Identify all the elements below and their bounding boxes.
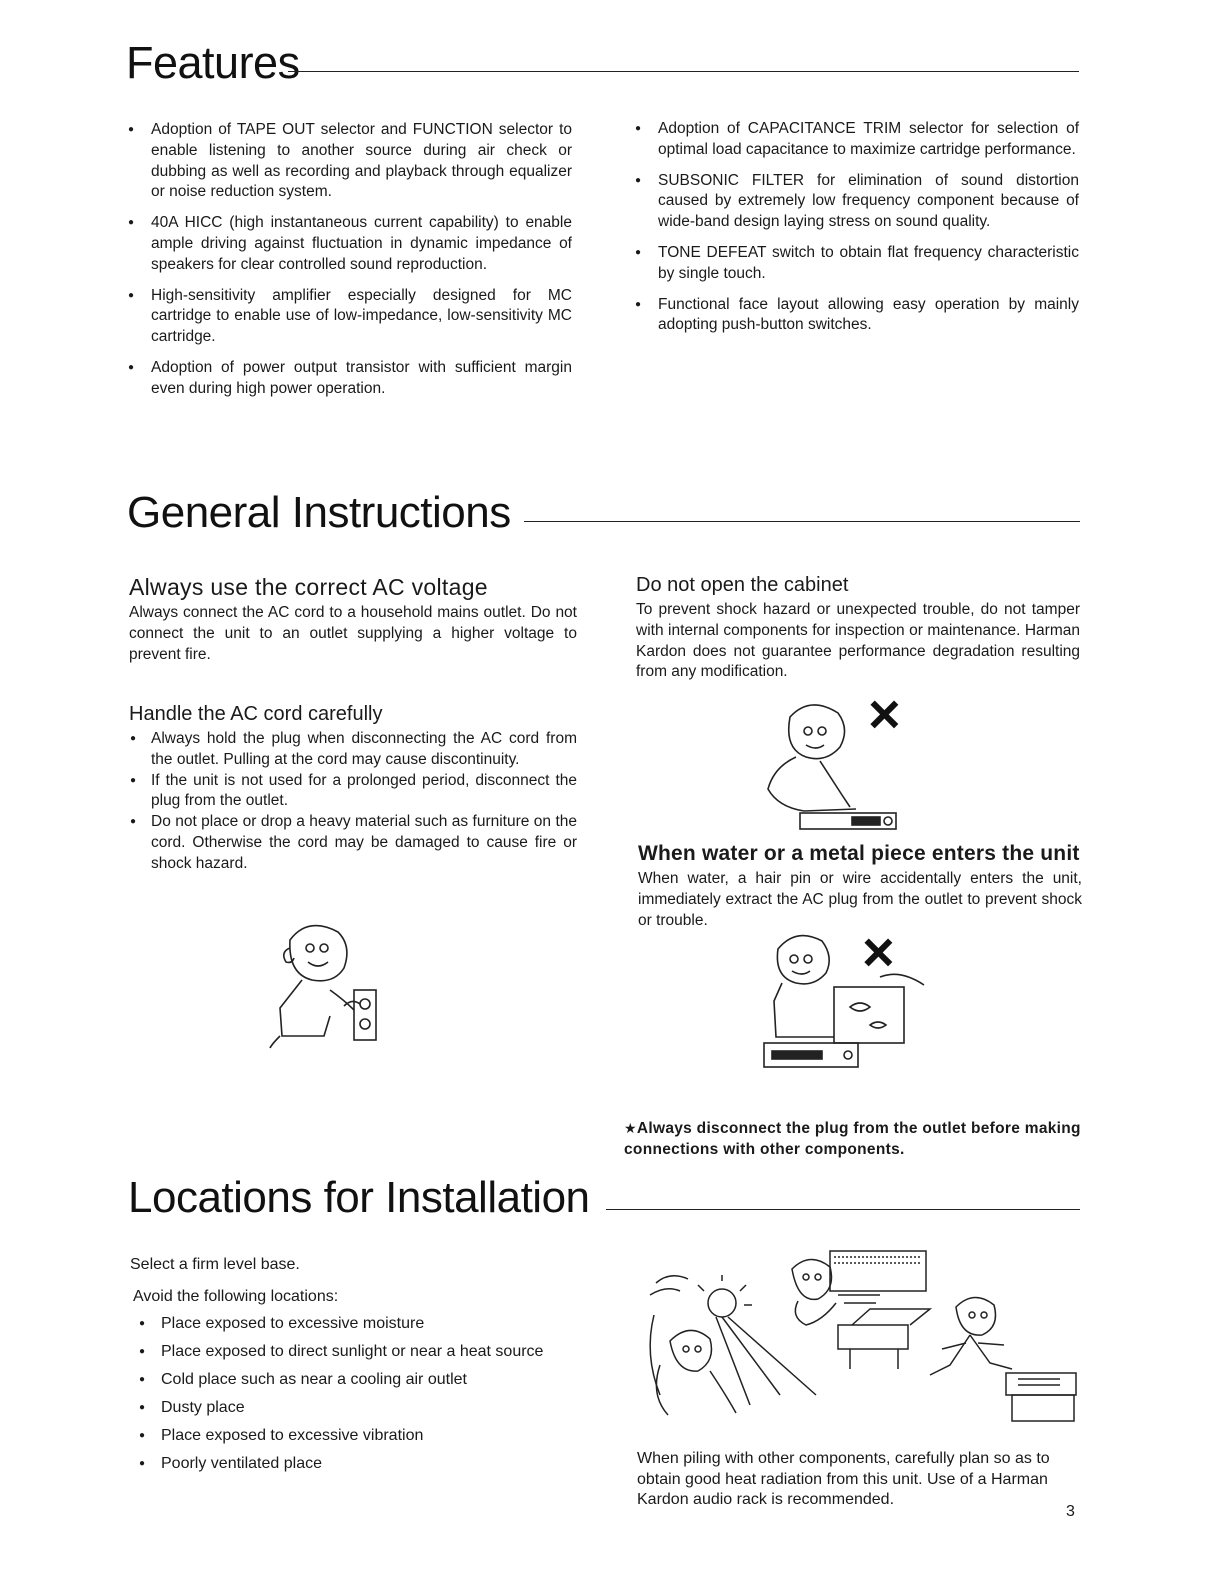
cabinet-text: To prevent shock hazard or unexpected trouble, do not tamper with internal components for inspection or maintenance. Harman Kardon does not guarantee performance degradation resulting from any modification. — [636, 601, 1080, 681]
features-right-list — [633, 119, 1079, 336]
feature-item: ● Functional face layout allowing easy operation by mainly adopting push-button switches. — [633, 295, 1079, 337]
piling-text: When piling with other components, carefully plan so as to obtain good heat radiation from this unit. Use of a Harman Kardon audio rack is recommended. — [637, 1450, 1050, 1508]
installation-illustration — [640, 1245, 1090, 1430]
cord-heading: Handle the AC cord carefully — [129, 703, 383, 725]
feature-item: ● High-sensitivity amplifier especially designed for MC cartridge to enable use of low-impedance, low-sensitivity MC cartridge. — [126, 286, 572, 348]
page-number: 3 — [1066, 1503, 1075, 1520]
feature-item: ● Adoption of power output transistor with sufficient margin even during high power operation. — [126, 358, 572, 400]
general-instructions-rule — [524, 521, 1080, 522]
features-left-list — [126, 120, 572, 400]
unplug-illustration — [268, 918, 393, 1053]
feature-item: ● Adoption of CAPACITANCE TRIM selector for selection of optimal load capacitance to maximize cartridge performance. — [633, 119, 1079, 161]
feature-item: ● 40A HICC (high instantaneous current capability) to enable ample driving against fluctuation in dynamic impedance of speakers for clear controlled sound reproduction. — [126, 213, 572, 275]
select-base-text: Select a firm level base. — [130, 1256, 300, 1273]
features-left-column — [126, 120, 572, 410]
locations-title-rule — [606, 1209, 1080, 1210]
avoid-item: ● Poorly ventilated place — [137, 1454, 600, 1474]
cord-item: ● If the unit is not used for a prolonged period, disconnect the plug from the outlet. — [129, 771, 577, 813]
feature-item: ● Adoption of TAPE OUT selector and FUNCTION selector to enable listening to another source during air check or dubbing as well as recording and playback through equalizer or noise reduction system. — [126, 120, 572, 203]
cord-item: ● Do not place or drop a heavy material such as furniture on the cord. Otherwise the cord may be damaged to cause fire or shock hazard. — [129, 812, 577, 874]
avoid-text: Avoid the following locations: — [133, 1288, 339, 1305]
water-illustration — [760, 920, 935, 1075]
cabinet-section — [636, 573, 1080, 683]
avoid-item: ● Place exposed to direct sunlight or near a heat source — [137, 1342, 600, 1362]
water-section — [638, 842, 1082, 931]
water-heading: When water or a metal piece enters the unit — [638, 842, 1080, 865]
prohibited-cross-icon: × — [862, 920, 895, 983]
note-star-icon: ★ — [624, 1120, 637, 1136]
cord-section — [129, 702, 577, 875]
locations-section — [130, 1255, 600, 1482]
avoid-item: ● Place exposed to excessive vibration — [137, 1426, 600, 1446]
avoid-list — [137, 1314, 600, 1474]
water-text: When water, a hair pin or wire accidentally enters the unit, immediately extract the AC plug from the outlet to prevent shock or trouble. — [638, 870, 1082, 929]
cord-item: ● Always hold the plug when disconnecting the AC cord from the outlet. Pulling at the cord may cause discontinuity. — [129, 729, 577, 771]
avoid-item: ● Cold place such as near a cooling air outlet — [137, 1370, 600, 1390]
general-instructions-title: General Instructions — [127, 488, 511, 537]
voltage-text: Always connect the AC cord to a household mains outlet. Do not connect the unit to an outlet supplying a higher voltage to prevent fire. — [129, 604, 577, 663]
feature-item: ● SUBSONIC FILTER for elimination of sound distortion caused by extremely low frequency component because of wide-band design laying stress on sound quality. — [633, 171, 1079, 233]
locations-title: Locations for Installation — [128, 1173, 590, 1222]
cord-list — [129, 729, 577, 875]
piling-section — [637, 1449, 1083, 1511]
prohibited-cross-icon: × — [868, 682, 901, 745]
avoid-item: ● Dusty place — [137, 1398, 600, 1418]
feature-item: ● TONE DEFEAT switch to obtain flat frequency characteristic by single touch. — [633, 243, 1079, 285]
features-title-rule — [288, 71, 1079, 72]
features-title: Features — [126, 37, 300, 88]
avoid-item: ● Place exposed to excessive moisture — [137, 1314, 600, 1334]
disconnect-note — [624, 1118, 1084, 1160]
cabinet-heading: Do not open the cabinet — [636, 574, 849, 596]
note-text: Always disconnect the plug from the outlet before making connections with other components. — [624, 1120, 1081, 1158]
voltage-section — [129, 574, 577, 665]
features-right-column — [633, 119, 1079, 346]
voltage-heading: Always use the correct AC voltage — [129, 574, 488, 600]
